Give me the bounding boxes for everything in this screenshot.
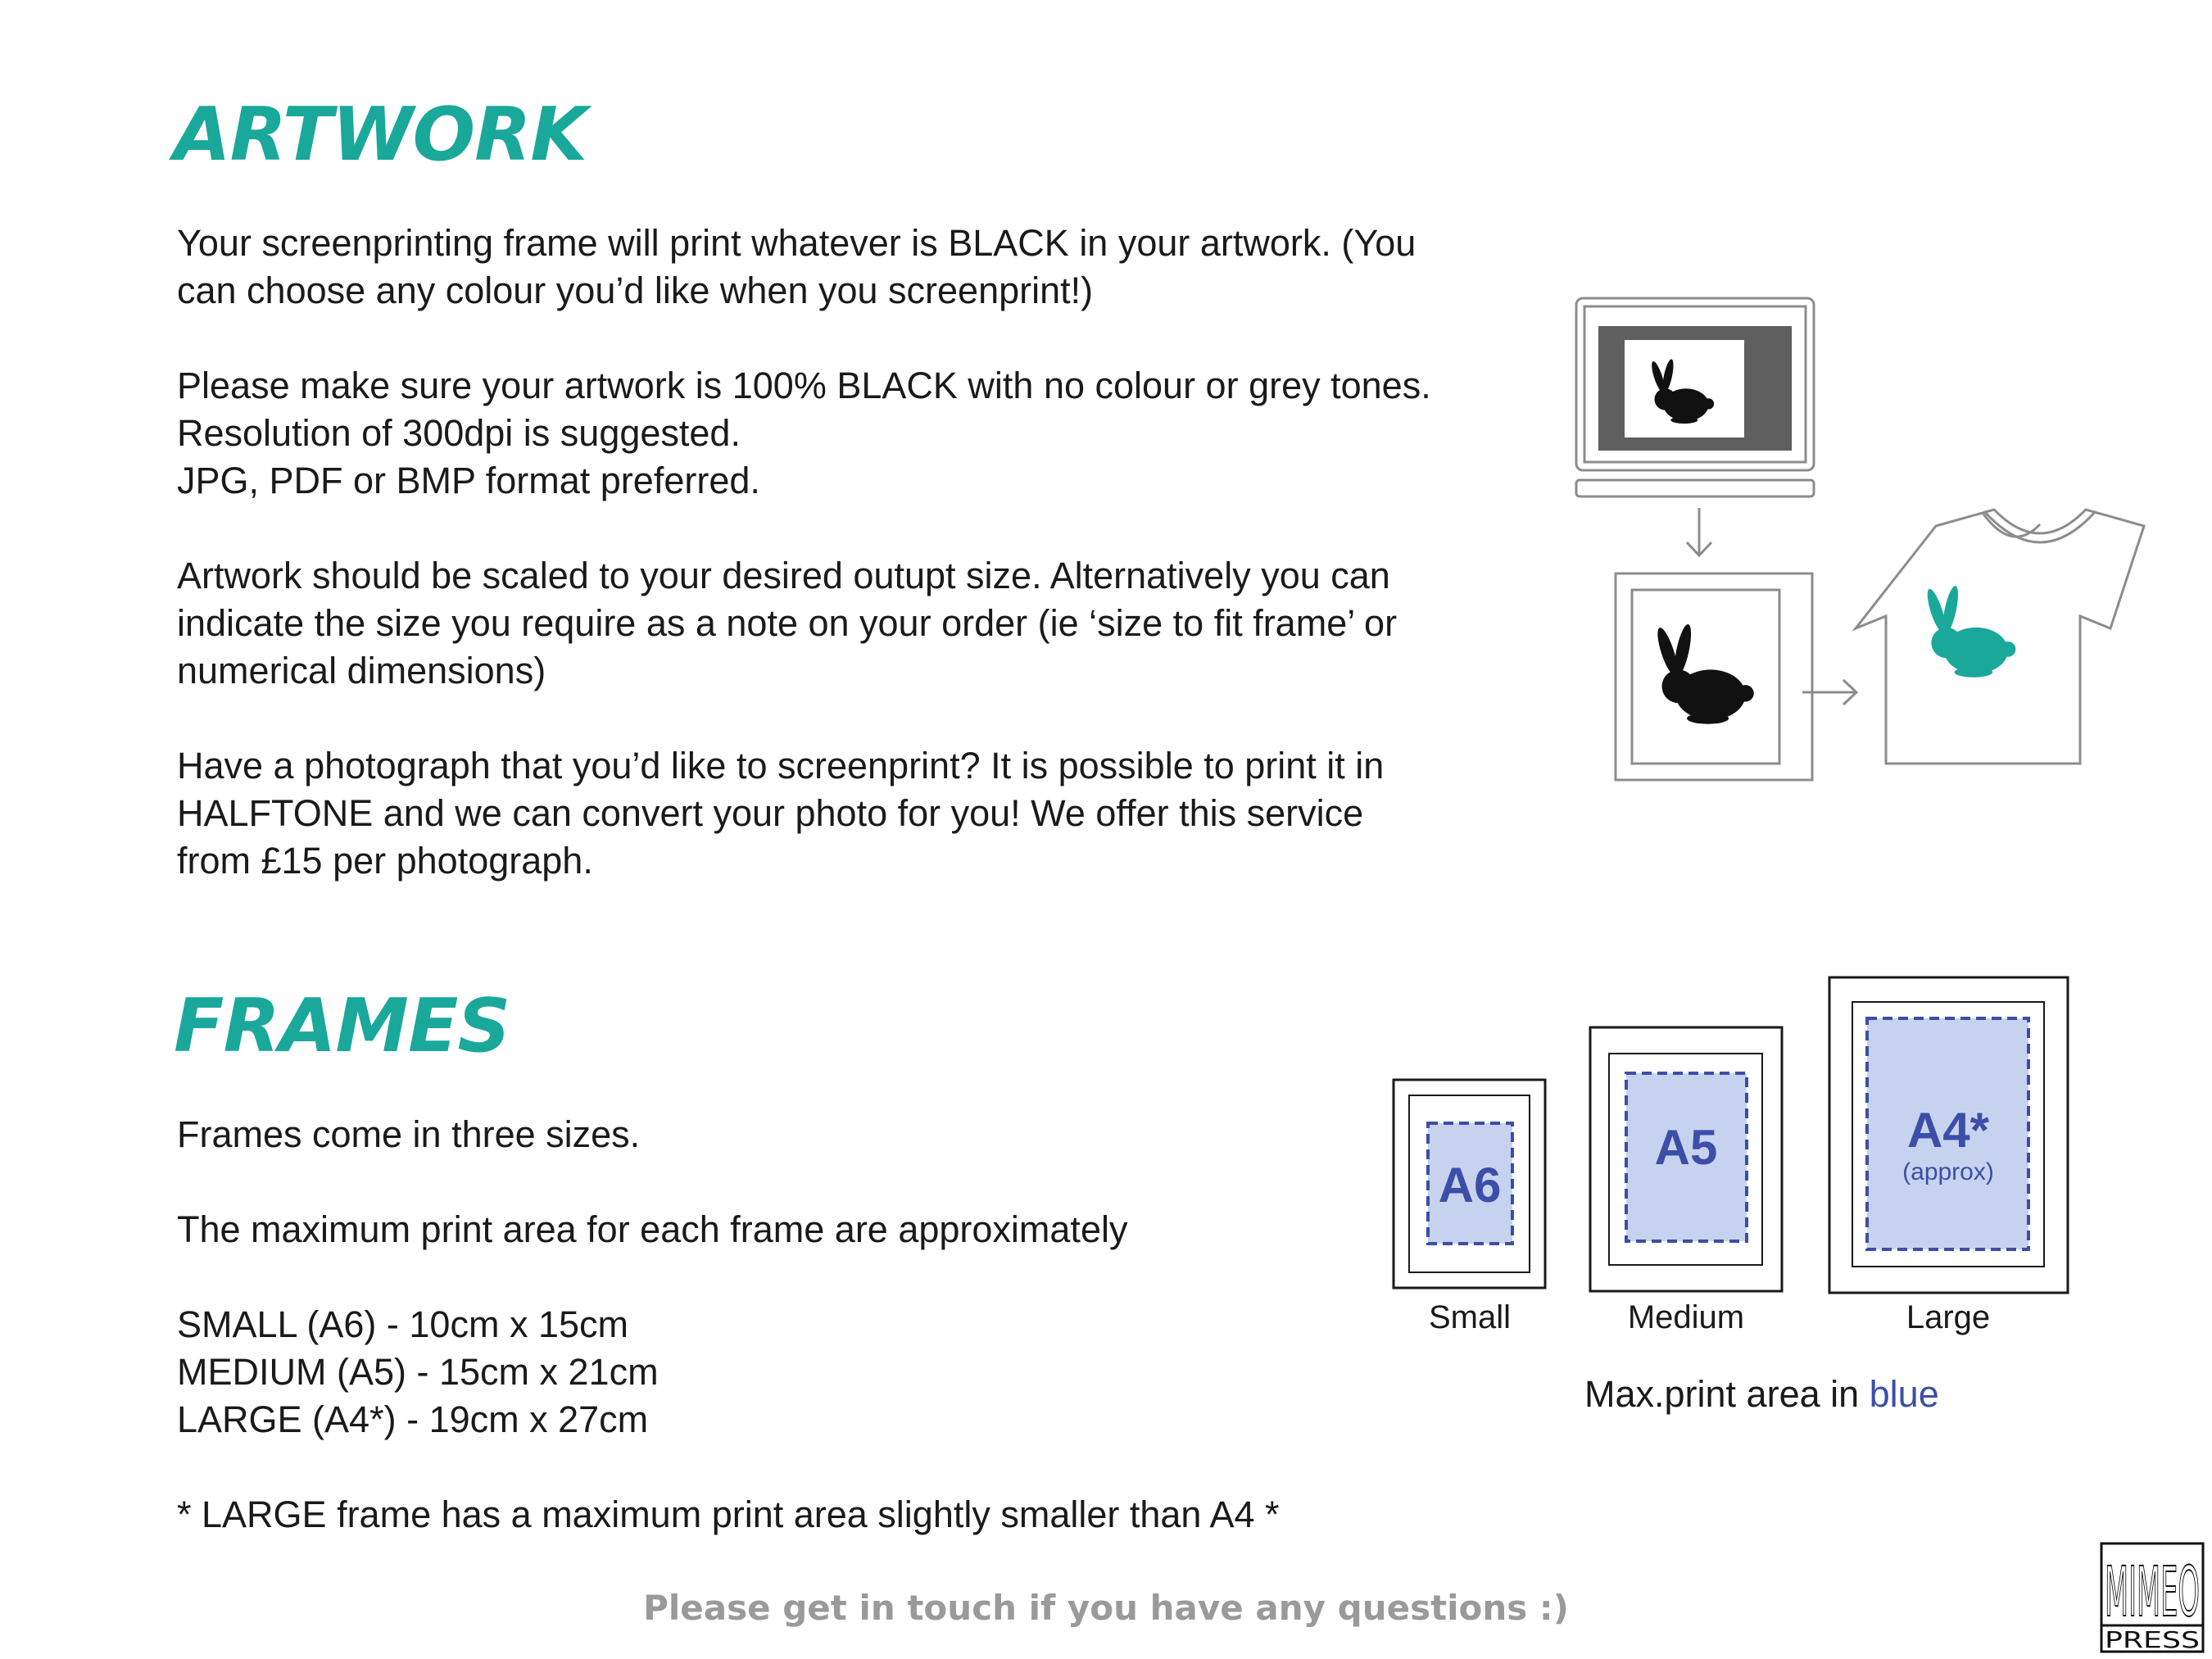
legend-highlight: blue	[1869, 1373, 1939, 1415]
frames-line: The maximum print area for each frame are approximately	[177, 1208, 1128, 1250]
footer-message: Please get in touch if you have any questions :)	[643, 1588, 1569, 1628]
artwork-line: Your screenprinting frame will print whatever is BLACK in your artwork. (You	[177, 222, 1416, 264]
frames-line: LARGE (A4*) - 19cm x 27cm	[177, 1398, 649, 1440]
frames-line: Frames come in three sizes.	[177, 1113, 641, 1155]
size-label-small: A6	[1438, 1158, 1502, 1213]
frames-heading: FRAMES	[174, 983, 510, 1069]
logo-line2: PRESS	[2105, 1626, 2200, 1653]
artwork-line: can choose any colour you’d like when you screenprint!)	[177, 270, 1094, 311]
caption-large: Large	[1906, 1299, 1991, 1335]
size-label-large: A4*	[1906, 1103, 1990, 1158]
artwork-line: indicate the size you require as a note on your order (ie ‘size to fit frame’ or	[177, 602, 1398, 644]
frames-line: MEDIUM (A5) - 15cm x 21cm	[177, 1351, 659, 1393]
artwork-line: Have a photograph that you’d like to screenprint? It is possible to print it in	[177, 745, 1385, 786]
artwork-line: Artwork should be scaled to your desired outupt size. Alternatively you can	[177, 555, 1390, 596]
size-label-medium: A5	[1654, 1120, 1718, 1175]
artwork-line: HALFTONE and we can convert your photo for you! We offer this service	[177, 792, 1364, 834]
legend-prefix: Max.print area in	[1584, 1373, 1870, 1415]
logo-line1: MIMEO	[2105, 1552, 2200, 1632]
frames-line: SMALL (A6) - 10cm x 15cm	[177, 1303, 628, 1345]
size-sublabel-large: (approx)	[1902, 1158, 1994, 1185]
artwork-line: from £15 per photograph.	[177, 840, 593, 882]
artwork-line: Please make sure your artwork is 100% BLACK with no colour or grey tones.	[177, 365, 1431, 406]
caption-small: Small	[1428, 1299, 1512, 1335]
artwork-line: JPG, PDF or BMP format preferred.	[177, 460, 760, 501]
frames-line: * LARGE frame has a maximum print area slightly smaller than A4 *	[177, 1494, 1280, 1535]
artwork-heading: ARTWORK	[174, 92, 587, 178]
caption-medium: Medium	[1627, 1299, 1745, 1335]
artwork-line: numerical dimensions)	[177, 650, 546, 691]
artwork-line: Resolution of 300dpi is suggested.	[177, 412, 741, 454]
